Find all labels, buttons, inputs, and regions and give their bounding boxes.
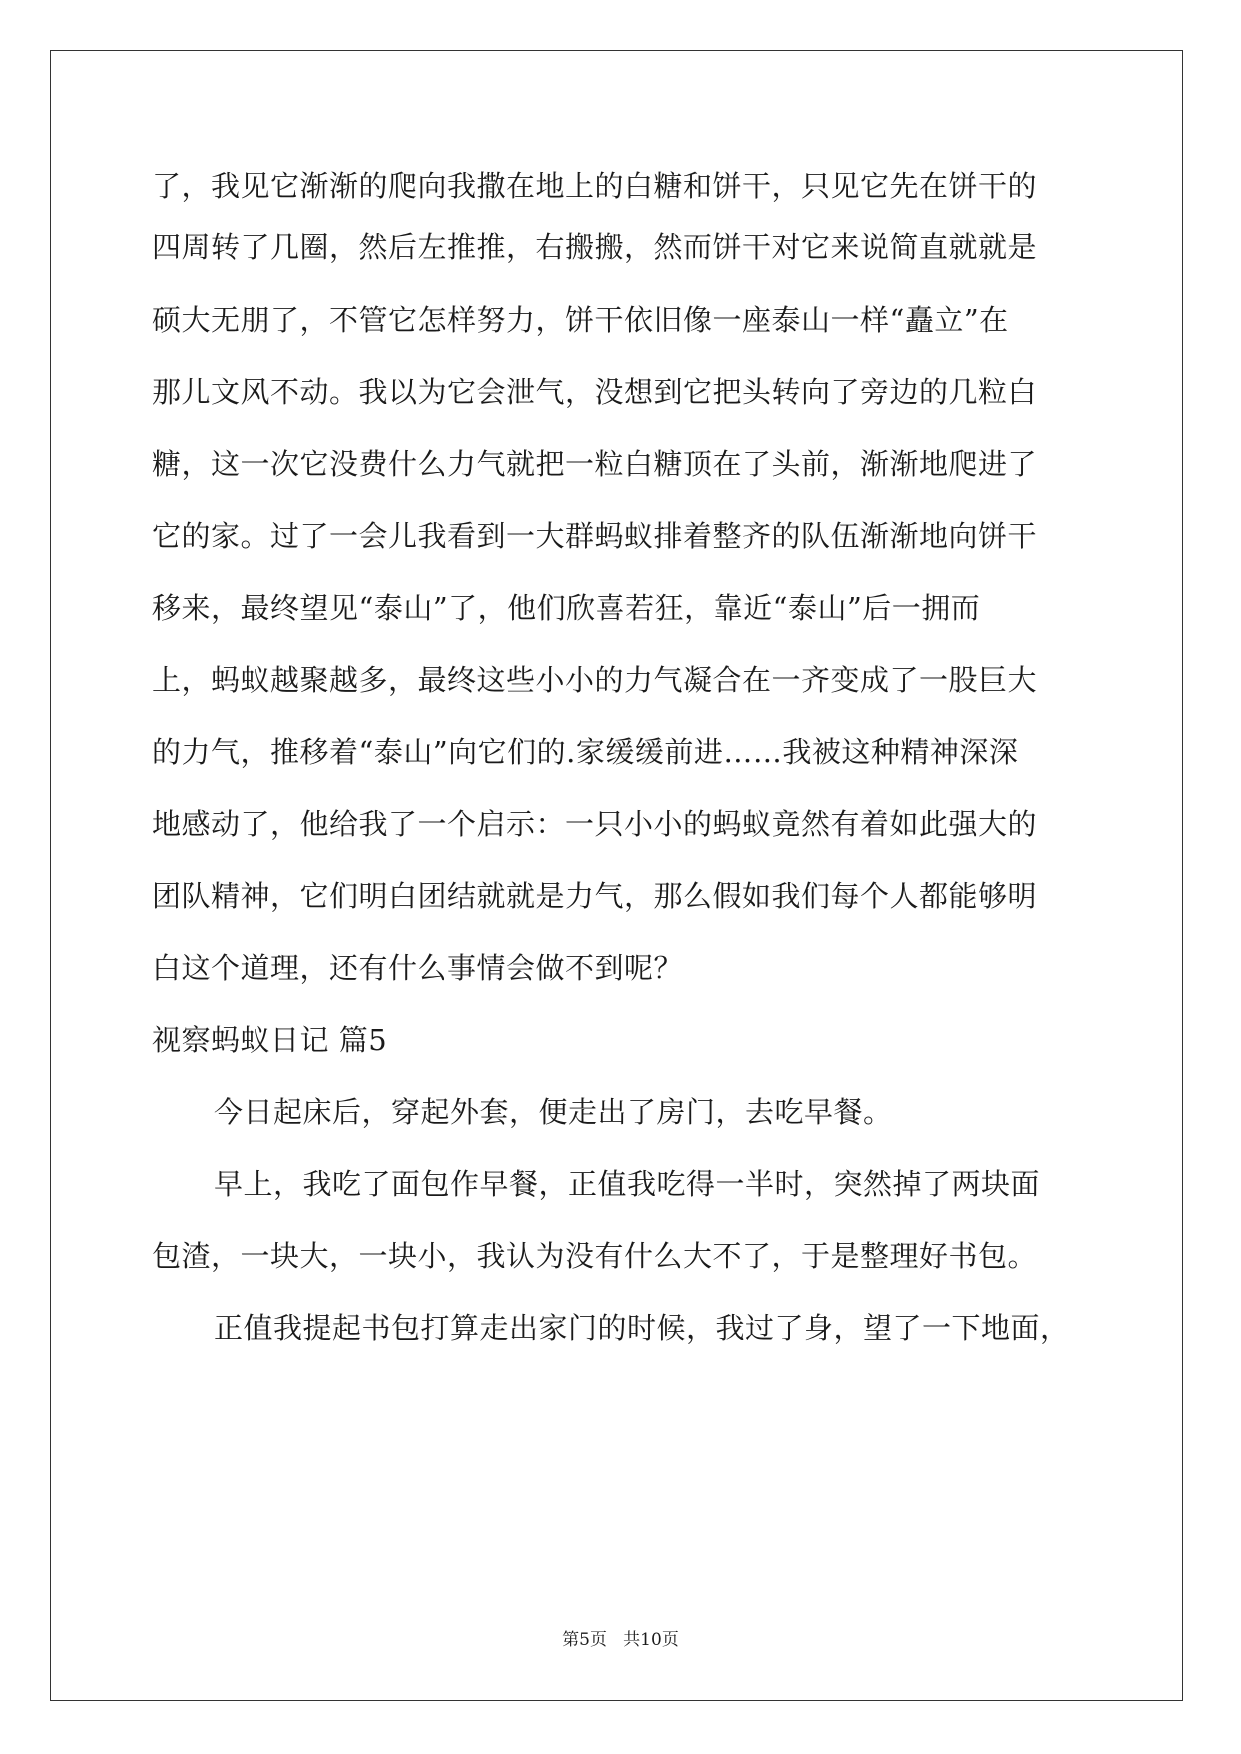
paragraph-line: 移来，最终望见“泰山”了，他们欣喜若狂，靠近“泰山”后一拥而 xyxy=(152,591,981,625)
paragraph-line: 团队精神，它们明白团结就就是力气，那么假如我们每个人都能够明 xyxy=(152,879,1038,913)
paragraph-line: 上，蚂蚁越聚越多，最终这些小小的力气凝合在一齐变成了一股巨大 xyxy=(152,663,1038,697)
paragraph-line: 白这个道理，还有什么事情会做不到呢？ xyxy=(152,951,684,985)
paragraph-line: 它的家。过了一会儿我看到一大群蚂蚁排着整齐的队伍渐渐地向饼干 xyxy=(152,519,1038,553)
paragraph-line: 硕大无朋了，不管它怎样努力，饼干依旧像一座泰山一样“矗立”在 xyxy=(152,303,1009,337)
page-footer: 第5页 共10页 xyxy=(562,1630,679,1650)
paragraph-line: 那儿文风不动。我以为它会泄气，没想到它把头转向了旁边的几粒白 xyxy=(152,375,1038,409)
paragraph-line: 了，我见它渐渐的爬向我撒在地上的白糖和饼干，只见它先在饼干的 xyxy=(152,169,1038,203)
paragraph-line: 地感动了，他给我了一个启示：一只小小的蚂蚁竟然有着如此强大的 xyxy=(152,807,1038,841)
paragraph-line: 早上，我吃了面包作早餐，正值我吃得一半时，突然掉了两块面 xyxy=(214,1167,1041,1201)
paragraph-line: 糖，这一次它没费什么力气就把一粒白糖顶在了头前，渐渐地爬进了 xyxy=(152,447,1038,481)
paragraph-line: 的力气，推移着“泰山”向它们的.家缓缓前进……我被这种精神深深 xyxy=(152,735,1019,769)
paragraph-line: 包渣，一块大，一块小，我认为没有什么大不了，于是整理好书包。 xyxy=(152,1239,1038,1273)
paragraph-line: 四周转了几圈，然后左推推，右搬搬，然而饼干对它来说简直就就是 xyxy=(152,230,1038,264)
paragraph-line: 正值我提起书包打算走出家门的时候，我过了身，望了一下地面， xyxy=(214,1311,1070,1345)
section-heading: 视察蚂蚁日记 篇5 xyxy=(152,1023,388,1057)
paragraph-line: 今日起床后，穿起外套，便走出了房门，去吃早餐。 xyxy=(214,1095,893,1129)
